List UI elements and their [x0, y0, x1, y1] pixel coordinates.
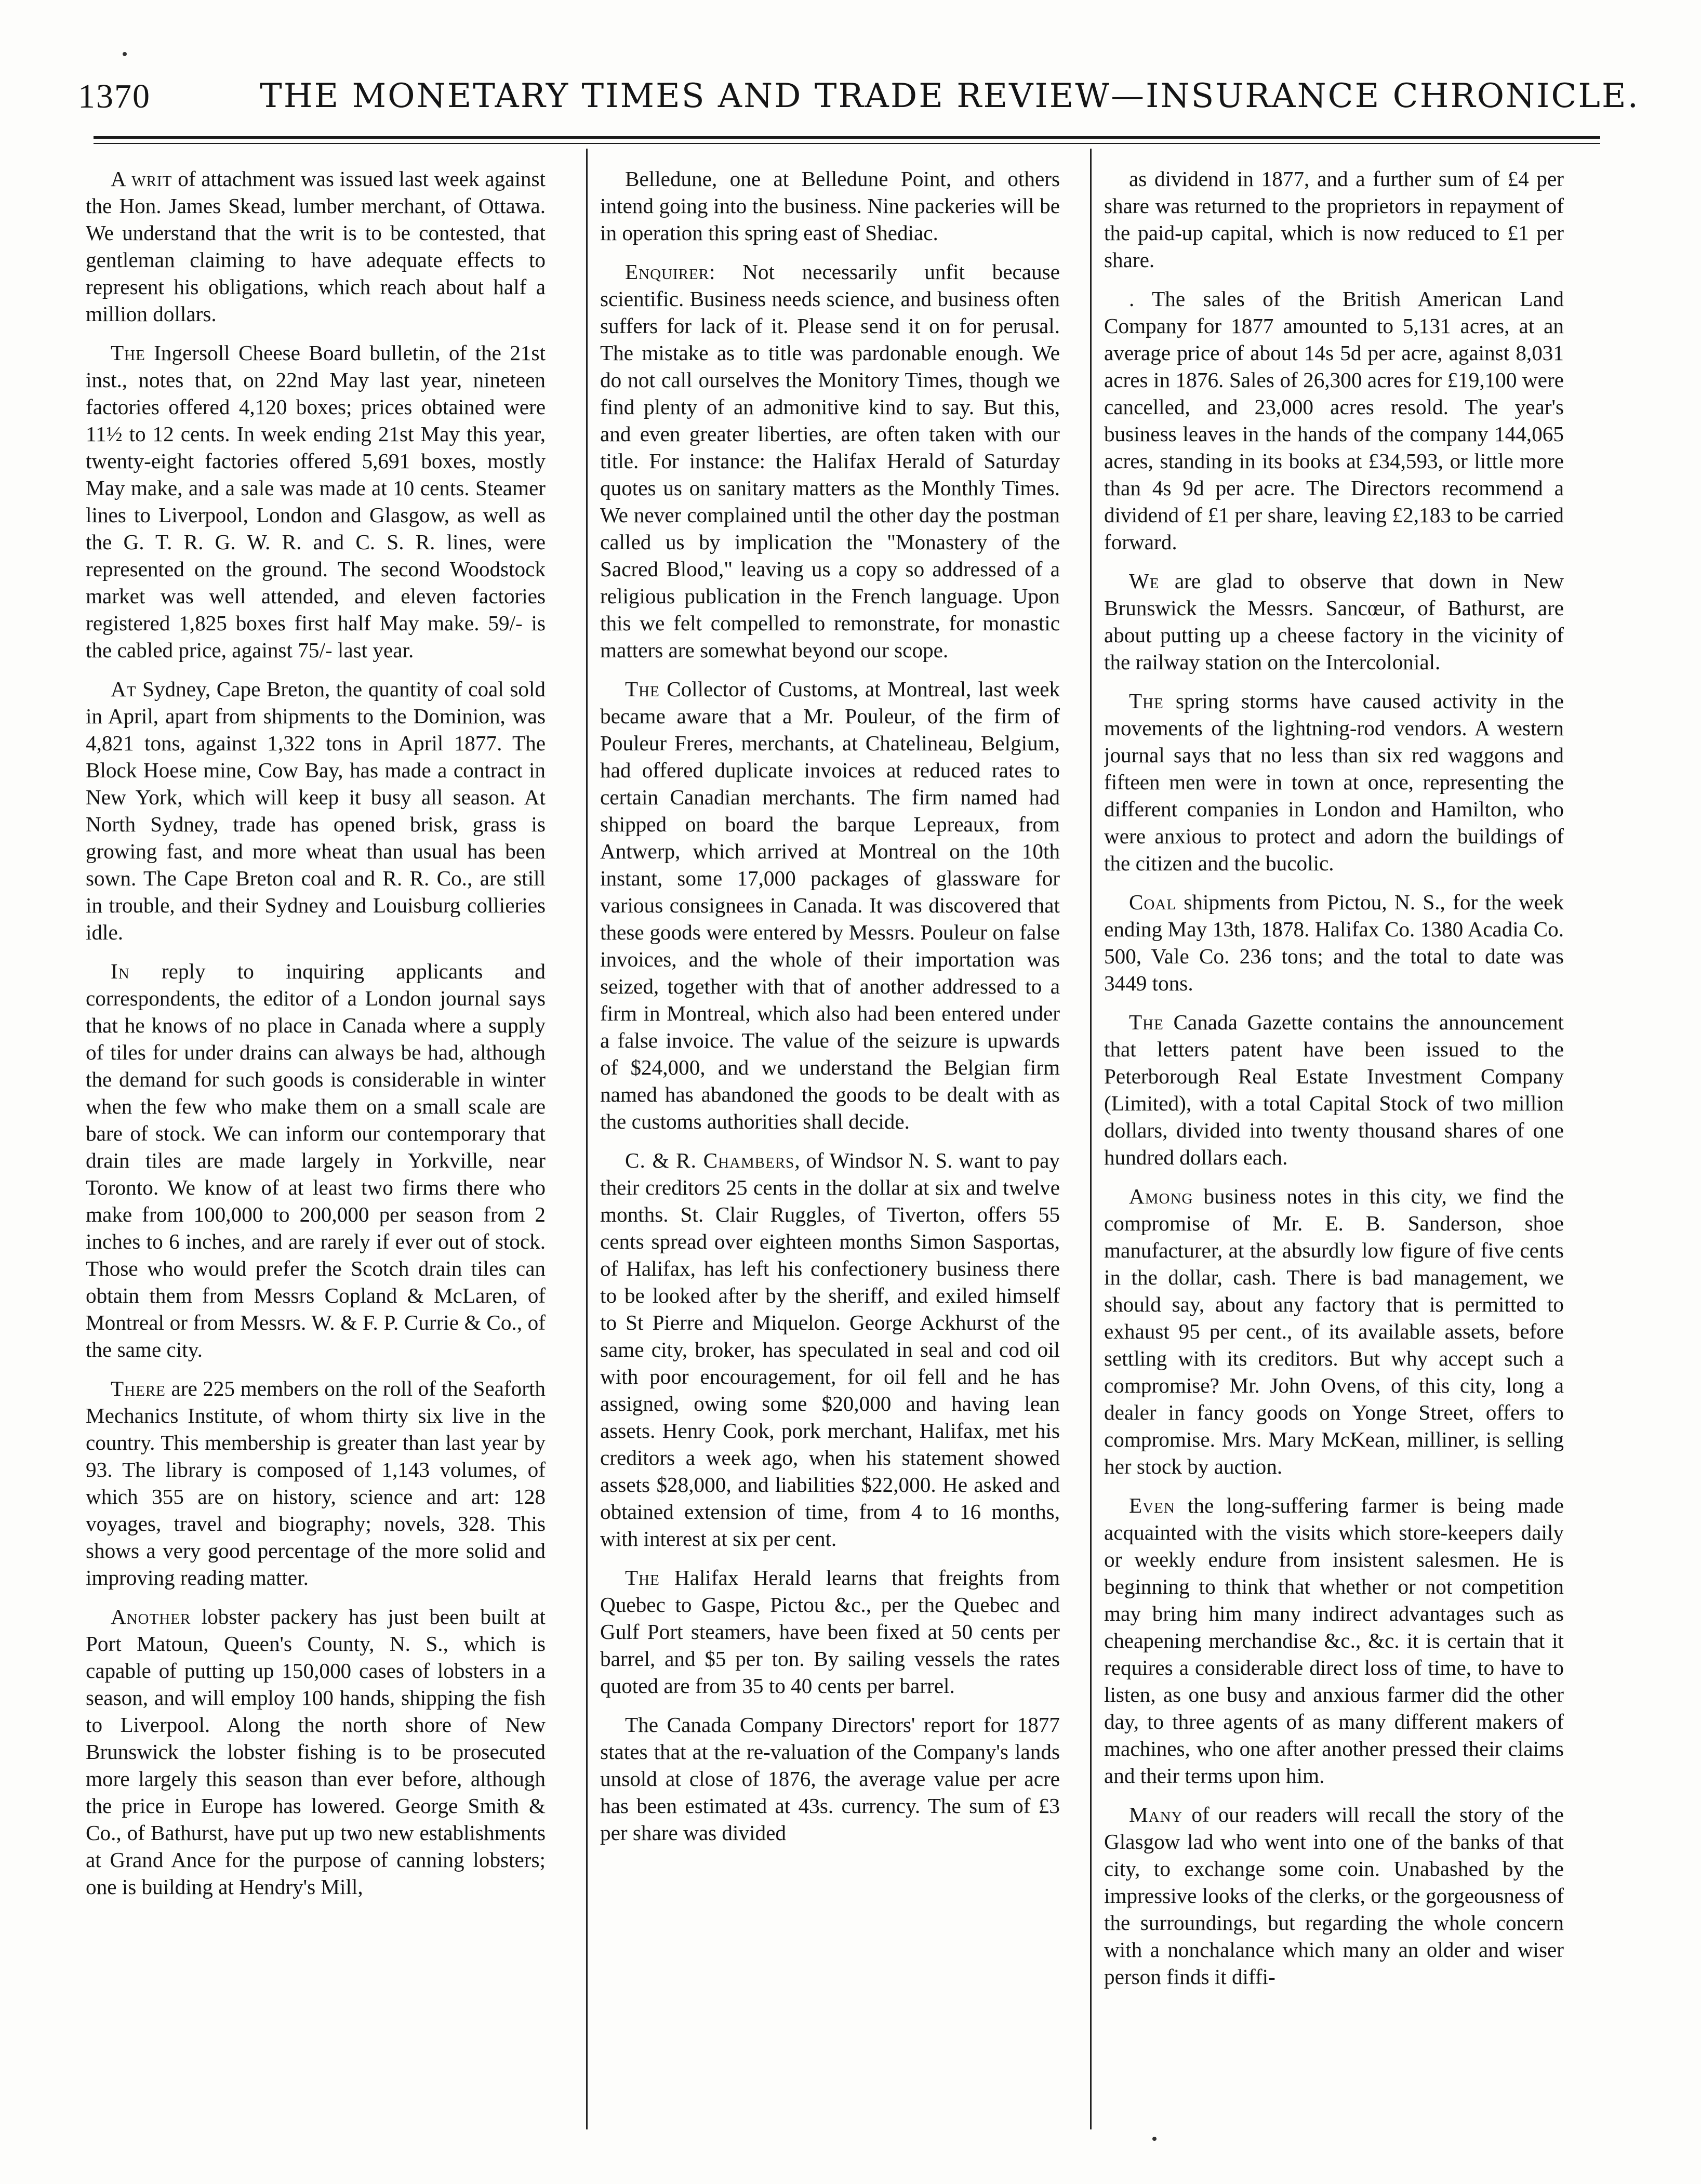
text-column-right	[1104, 165, 1564, 2125]
paragraph-text: of attachment was issued last week against the Hon. James Skead, lumber merchant, of Ottawa. We understand that the writ is to be contested, that gentleman claiming to have adequate effects to represent his obligations, which reach about half a million dollars.	[86, 167, 546, 326]
paragraph-text: , of Windsor N. S. want to pay their creditors 25 cents in the dollar at six and twelve months. St. Clair Ruggles, of Tiverton, offers 55 cents spread over eighteen months Simon Sasportas, of Halifax, has left his confectionery business there to be looked after by the sheriff, and exiled himself to St Pierre and Miquelon. George Ackhurst of the same city, broker, has speculated in seal and cod oil with poor encouragement, for oil fell and he has assigned, owing some $20,000 and having lean assets. Henry Cook, pork merchant, Halifax, met his creditors a week ago, when his statement showed assets $28,000, and liabilities $22,000. He asked and obtained extension of time, from 4 to 16 months, with interest at six per cent.	[600, 1148, 1060, 1551]
paragraph-text: spring storms have caused activity in the movements of the lightning-rod vendors. A western journal says that no less than six red waggons and fifteen men were in town at once, representing the different companies in London and Hamilton, who were anxious to protect and adorn the buildings of the citizen and the bucolic.	[1104, 689, 1564, 875]
article-paragraph	[1104, 1492, 1564, 1789]
paragraph-lead: The	[1129, 1010, 1164, 1034]
paragraph-text: business notes in this city, we find the compromise of Mr. E. B. Sanderson, shoe manufacturer, at the absurdly low figure of five cents in the dollar, cash. There is bad management, we should say, about any factory that is permitted to exhaust 95 per cent., of its available assets, before settling with its creditors. But why accept such a compromise? Mr. John Ovens, of this city, long a dealer in fancy goods on Yonge Street, offers to compromise. Mrs. Mary McKean, milliner, is selling her stock by auction.	[1104, 1184, 1564, 1478]
article-paragraph	[86, 958, 546, 1363]
header-rule	[94, 136, 1600, 139]
paragraph-lead: The	[625, 1566, 660, 1590]
paragraph-text: of our readers will recall the story of the Glasgow lad who went into one of the banks of that city, to exchange some coin. Unabashed by the impressive looks of the clerks, or the gorgeousness of the surroundings, but regarding the whole concern with a nonchalance which many an older and wiser person finds it diffi-	[1104, 1803, 1564, 1989]
paragraph-text: the long-suffering farmer is being made acquainted with the visits which store-keepers daily or weekly endure from insistent salesmen. He is beginning to think that whether or not competition may bring him many indirect advantages such as cheapening merchandise &c., &c. it is certain that it requires a considerable direct loss of time, to have to listen, as one busy and anxious farmer did the other day, to three agents of as many different makers of machines, who one after another pressed their claims and their terms upon him.	[1104, 1493, 1564, 1788]
paragraph-lead: Even	[1129, 1493, 1175, 1517]
paragraph-lead: Many	[1129, 1803, 1183, 1826]
article-paragraph	[1104, 687, 1564, 877]
article-paragraph	[600, 258, 1060, 664]
paragraph-lead: Enquirer	[625, 260, 710, 284]
paragraph-text: are 225 members on the roll of the Seaforth Mechanics Institute, of whom thirty six live in the country. This membership is greater than last year by 93. The library is composed of 1,143 volumes, of which 355 are on history, science and art: 128 voyages, travel and biography; novels, 328. This shows a very good percentage of the more solid and improving reading matter.	[86, 1376, 546, 1590]
paragraph-text: Canada Gazette contains the announcement that letters patent have been issued to the Peterborough Real Estate Investment Company (Limited), with a total Capital Stock of two million dollars, divided into twenty thousand shares of one hundred dollars each.	[1104, 1010, 1564, 1169]
article-paragraph	[600, 1564, 1060, 1699]
text-column-middle	[600, 165, 1060, 2125]
article-paragraph	[1104, 1183, 1564, 1480]
paragraph-text: : Not necessarily unfit because scientific. Business needs science, and business often suffers for lack of it. Please send it on for perusal. The mistake as to title was pardonable enough. We do not call ourselves the Monitory Times, though we find plenty of an admonitive kind to say. But this, and even greater liberties, are often taken with our title. For instance: the Halifax Herald of Saturday quotes us on sanitary matters as the Monthly Times. We never complained until the other day the postman called us by implication the "Monastery of the Sacred Blood," leaving us a copy so addressed of a religious publication in the French language. Upon this we felt compelled to remonstrate, for monastic matters are somewhat beyond our scope.	[600, 260, 1060, 662]
running-head-title: THE MONETARY TIMES AND TRADE REVIEW—INSURANCE CHRONICLE.	[260, 77, 1640, 115]
paragraph-lead: In	[111, 959, 130, 983]
paragraph-lead: The	[1129, 689, 1164, 713]
text-column-left	[86, 165, 546, 2125]
paragraph-lead: The	[625, 677, 660, 701]
paragraph-lead: There	[111, 1376, 166, 1400]
paragraph-lead: C. & R. Chambers	[625, 1148, 795, 1172]
paragraph-text: Belledune, one at Belledune Point, and others intend going into the business. Nine packeries will be in operation this spring east of Shediac.	[600, 167, 1060, 245]
paragraph-text: as dividend in 1877, and a further sum of £4 per share was returned to the proprietors in repayment of the paid-up capital, which is now reduced to £1 per share.	[1104, 167, 1564, 272]
paragraph-text: Sydney, Cape Breton, the quantity of coal sold in April, apart from shipments to the Dominion, was 4,821 tons, against 1,322 tons in April 1877. The Block Hoese mine, Cow Bay, has made a contract in New York, which will keep it busy all season. At North Sydney, trade has opened brisk, grass is growing fast, and more wheat than usual has been sown. The Cape Breton coal and R. R. Co., are still in trouble, and their Sydney and Louisburg collieries idle.	[86, 677, 546, 944]
article-paragraph	[1104, 889, 1564, 997]
article-paragraph	[600, 165, 1060, 246]
paragraph-lead: Coal	[1129, 890, 1177, 914]
page-number: 1370	[78, 77, 151, 115]
column-divider	[586, 149, 588, 2129]
paragraph-text: are glad to observe that down in New Brunswick the Messrs. Sancœur, of Bathurst, are about putting up a cheese factory in the vicinity of the railway station on the Intercolonial.	[1104, 569, 1564, 674]
paragraph-text: reply to inquiring applicants and correspondents, the editor of a London journal says that he knows of no place in Canada where a supply of tiles for under drains can always be had, although the demand for such goods is considerable in winter when the few who make them on a small scale are bare of stock. We can inform our contemporary that drain tiles are made largely in Yorkville, near Toronto. We know of at least two firms there who make from 100,000 to 200,000 per season from 2 inches to 6 inches, and are rarely if ever out of stock. Those who would prefer the Scotch drain tiles can obtain them from Messrs Copland & McLaren, of Montreal or from Messrs. W. & F. P. Currie & Co., of the same city.	[86, 959, 546, 1361]
paragraph-lead: At	[111, 677, 137, 701]
article-paragraph	[86, 1375, 546, 1591]
paragraph-text: lobster packery has just been built at Port Matoun, Queen's County, N. S., which is capable of putting up 150,000 cases of lobsters in a season, and will employ 100 hands, shipping the fish to Liverpool. Along the north shore of New Brunswick the lobster fishing is to be prosecuted more largely this season than ever before, although the price in Europe has lowered. George Smith & Co., of Bathurst, have put up two new establishments at Grand Ance for the purpose of canning lobsters; one is building at Hendry's Mill,	[86, 1605, 546, 1899]
print-speck	[123, 52, 127, 56]
paragraph-lead: Among	[1129, 1184, 1193, 1208]
paragraph-text: Ingersoll Cheese Board bulletin, of the 21st inst., notes that, on 22nd May last year, nineteen factories offered 4,120 boxes; prices obtained were 11½ to 12 cents. In week ending 21st May this year, twenty-eight factories offered 5,691 boxes, mostly May make, and a sale was made at 10 cents. Steamer lines to Liverpool, London and Glasgow, as well as the G. T. R. G. W. R. and C. S. R. lines, were represented on the ground. The second Woodstock market was well attended, and eleven factories registered 1,825 boxes first half May make. 59/- is the cabled price, against 75/- last year.	[86, 341, 546, 662]
article-paragraph	[86, 676, 546, 946]
print-speck	[1152, 2137, 1157, 2141]
paragraph-lead: Another	[111, 1605, 191, 1629]
paragraph-text: Collector of Customs, at Montreal, last week became aware that a Mr. Pouleur, of the firm of Pouleur Freres, merchants, at Chatelineau, Belgium, had offered duplicate invoices at reduced rates to certain Canadian merchants. The firm named had shipped on board the barque Lepreaux, from Antwerp, which arrived at Montreal on the 10th instant, some 17,000 packages of glassware for various consignees in Canada. It was discovered that these goods were entered by Messrs. Pouleur on false invoices, and the whole of their importation was seized, together with that of another addressed to a firm in Montreal, which also had been entered under a false invoice. The value of the seizure is upwards of $24,000, and we understand the Belgian firm named has abandoned the goods to be dealt with as the customs authorities shall decide.	[600, 677, 1060, 1133]
column-divider	[1090, 149, 1092, 2129]
article-paragraph	[1104, 285, 1564, 555]
paragraph-text: shipments from Pictou, N. S., for the week ending May 13th, 1878. Halifax Co. 1380 Acadia Co. 500, Vale Co. 236 tons; and the total to date was 3449 tons.	[1104, 890, 1564, 995]
paragraph-lead: We	[1129, 569, 1160, 593]
paragraph-lead: A writ	[111, 167, 172, 191]
paragraph-text: Halifax Herald learns that freights from Quebec to Gaspe, Pictou &c., per the Quebec and Gulf Port steamers, have been fixed at 50 cents per barrel, and $5 per ton. By sailing vessels the rates quoted are from 35 to 40 cents per barrel.	[600, 1566, 1060, 1698]
article-paragraph	[600, 676, 1060, 1135]
paragraph-lead: The	[111, 341, 145, 365]
header-rule-thin	[94, 143, 1600, 144]
article-paragraph	[600, 1711, 1060, 1846]
paragraph-text: The Canada Company Directors' report for 1877 states that at the re-valuation of the Company's lands unsold at close of 1876, the average value per acre has been estimated at 43s. currency. The sum of £3 per share was divided	[600, 1713, 1060, 1845]
article-paragraph	[1104, 1009, 1564, 1171]
article-paragraph	[1104, 1801, 1564, 1990]
paragraph-text: . The sales of the British American Land Company for 1877 amounted to 5,131 acres, at an average price of about 14s 5d per acre, against 8,031 acres in 1876. Sales of 26,300 acres for £19,100 were cancelled, and 23,000 acres resold. The year's business leaves in the hands of the company 144,065 acres, standing in its books at £34,593, or little more than 4s 9d per acre. The Directors recommend a dividend of £1 per share, leaving £2,183 to be carried forward.	[1104, 287, 1564, 554]
article-paragraph	[86, 165, 546, 327]
article-paragraph	[86, 339, 546, 664]
page-header	[0, 0, 1701, 166]
article-paragraph	[600, 1147, 1060, 1552]
article-paragraph	[1104, 567, 1564, 676]
article-paragraph	[86, 1603, 546, 1900]
article-paragraph	[1104, 165, 1564, 273]
